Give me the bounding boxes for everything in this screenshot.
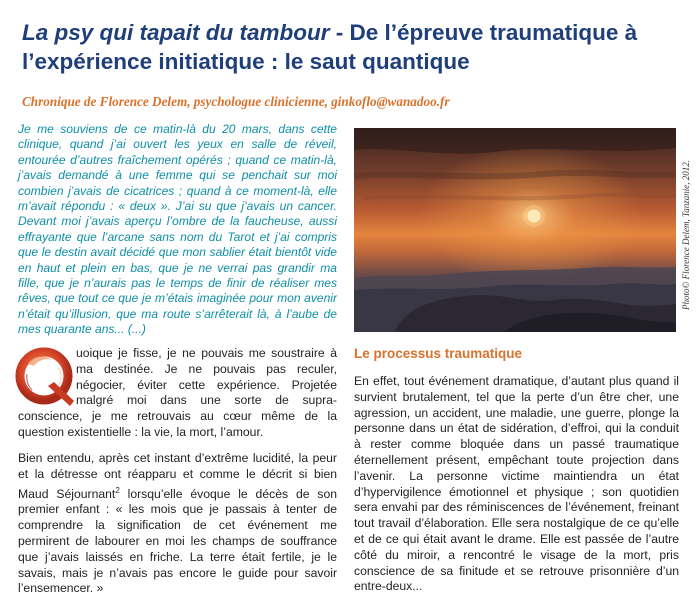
article-byline: Chronique de Florence Delem, psychologue clinicienne, ginkoflo@wanadoo.fr — [22, 94, 450, 109]
body-paragraph-2 — [18, 451, 337, 597]
body-paragraph-2b: lorsqu’elle évoque le décès de son premier enfant : « les mois que je passais à tenter de comprendre la signification de cet événement me permirent de labourer en moi les champs de souffrance que j’avais laissés en friche. La terre était fertile, je le savais, mais je n’avais pas encore le guide pour savoir l’ensemencer. » — [18, 486, 338, 596]
sunset-photo — [354, 128, 676, 332]
sunset-photo-svg — [354, 128, 676, 332]
dropcap-spacer — [18, 346, 76, 408]
section-heading: Le processus traumatique — [354, 346, 523, 361]
article-title — [22, 18, 682, 76]
article-title-italic: La psy qui tapait du tambour — [22, 20, 330, 45]
photo-credit-text: Photo© Florence Delem, Tanzanie, 2012. — [681, 160, 691, 310]
footnote-ref: 2 — [115, 485, 120, 495]
photo-credit — [678, 150, 694, 320]
article-title-rest: - De l’épreuve traumatique à l’expérience initiatique : le saut quantique — [22, 20, 638, 74]
body-paragraph-3: En effet, tout événement dramatique, d’autant plus quand il survient brutalement, tel que la perte d’un être cher, une agression, un accident, une maladie, une guerre, plonge la personne dans un état de sidération, d’effroi, qui la conduit à rester comme bloquée dans un passé traumatique éternellement présent, empêchant toute projection dans l’avenir. La personne victime maintiendra un état d’hypervigilence émotionnel et physique ; son quotidien sera envahi par des réminiscences de l’événement, freinant tout travail d’élaboration. Elle sera nostalgique de ce qu’elle et de ce qui était avant le drame. Elle est passée de l’autre côté du miroir, a rencontré le visage de la mort, pris conscience de sa finitude et se retrouve prisonnière d’un entre-deux... — [354, 374, 679, 594]
intro-paragraph: Je me souviens de ce matin-là du 20 mars, dans cette clinique, quand j’ai ouvert les yeux en salle de réveil, entourée d’autres fraîchement opérés ; quand ce matin-là, j’avais demandé à une femme qui se penchait sur moi combien j’avais de cicatrices ; quand à ce moment-là, elle m’avait répondu : « deux ». J’ai su que j’avais un cancer. Devant moi j’avais aperçu l’ombre de la faucheuse, aussi effrayante que l’arcane sans nom du Tarot et j’ai compris que le destin avait décidé que mon sablier était bientôt vide en haut et plein en bas, que je ne verrai pas grandir ma fille, que je n’aurais pas le temps de finir de réaliser mes rêves, que tout ce que je m’étais imaginée pour mon avenir n’était qu’illusion, que ma route s’arrêterait là, à l’aube de mes quarante ans... (...) — [18, 122, 337, 337]
lead-paragraph-text: uoique je fisse, je ne pouvais me soustraire à ma destinée. Je ne pouvais pas reculer, négocier, éviter cette expérience. Projetée malgré moi dans une sorte de supra-conscience, je me retrouvais au cœur même de la question existentielle : la vie, la mort, l’amour. — [18, 346, 337, 439]
body-paragraph-2a: Bien entendu, après cet instant d’extrême lucidité, la peur et la détresse ont réapparu et comme le décrit si bien Maud Séjournant — [18, 451, 337, 501]
lead-paragraph — [18, 346, 337, 441]
